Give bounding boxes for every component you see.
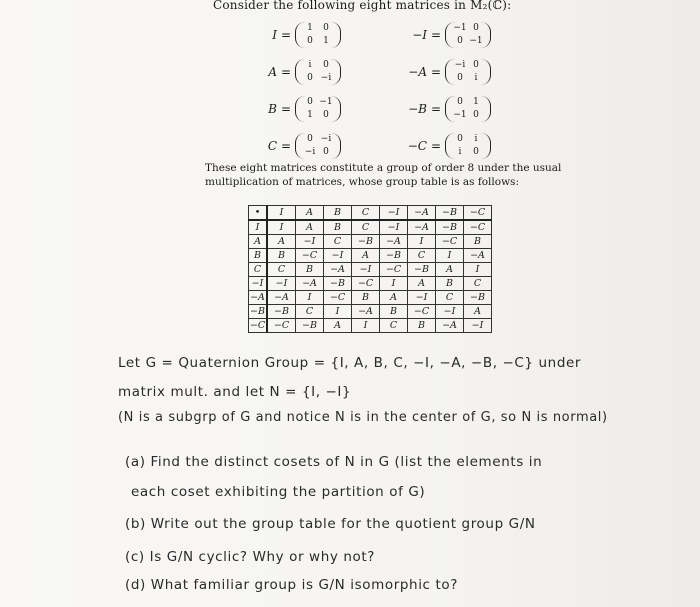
- matrix-entry: 0: [473, 59, 479, 70]
- matrix-entry: 1: [307, 109, 313, 120]
- matrix-label: C: [267, 138, 277, 153]
- group-table-cell: A: [380, 291, 408, 305]
- group-table-cell: C: [436, 291, 464, 305]
- group-table: [248, 205, 492, 333]
- group-table-cell: −I: [408, 291, 436, 305]
- matrix-row: [225, 53, 525, 90]
- equals-sign: =: [280, 101, 292, 116]
- matrix-entry: −i: [304, 146, 316, 157]
- matrix-entry: 0: [473, 22, 479, 33]
- group-table-header-cell: C: [352, 206, 380, 221]
- group-table-header-cell: −B: [249, 305, 268, 319]
- group-table-cell: C: [408, 249, 436, 263]
- group-table-cell: I: [267, 220, 296, 235]
- group-table-cell: −I: [267, 277, 296, 291]
- equals-sign: =: [430, 27, 442, 42]
- matrix-entries: [295, 59, 341, 85]
- group-table-cell: −B: [464, 291, 492, 305]
- matrix-definition: [225, 22, 375, 48]
- matrix-entry: 1: [473, 96, 479, 107]
- group-table-cell: B: [436, 277, 464, 291]
- group-table-header-cell: −C: [464, 206, 492, 221]
- group-table-cell: −B: [296, 319, 324, 333]
- group-table-cell: C: [352, 220, 380, 235]
- group-table-cell: C: [267, 263, 296, 277]
- group-table-cell: −C: [267, 319, 296, 333]
- equals-sign: =: [280, 138, 292, 153]
- group-table-header-cell: −A: [249, 291, 268, 305]
- matrix-entry: 0: [323, 146, 329, 157]
- question-a-line-2: each coset exhibiting the partition of G): [131, 484, 426, 500]
- group-table-cell: I: [380, 277, 408, 291]
- group-table-cell: B: [380, 305, 408, 319]
- group-table-cell: A: [296, 220, 324, 235]
- group-table-header-cell: −I: [249, 277, 268, 291]
- matrix-label: −I: [412, 27, 427, 42]
- group-table-cell: −A: [267, 291, 296, 305]
- group-table-row: [249, 319, 492, 333]
- matrix-definition: [375, 133, 525, 159]
- matrix-row: [225, 16, 525, 53]
- equals-sign: =: [430, 138, 442, 153]
- group-table-cell: C: [296, 305, 324, 319]
- group-table-cell: B: [267, 249, 296, 263]
- group-table-cell: A: [464, 305, 492, 319]
- group-table-cell: −I: [352, 263, 380, 277]
- group-table-header-cell: −A: [408, 206, 436, 221]
- group-table-cell: −C: [296, 249, 324, 263]
- matrix-label: I: [272, 27, 277, 42]
- matrix-row: [225, 90, 525, 127]
- group-table-cell: −B: [436, 220, 464, 235]
- group-table-cell: −C: [380, 263, 408, 277]
- handwritten-line-1: Let G = Quaternion Group = {I, A, B, C, −I, −A, −B, −C} under: [118, 355, 582, 371]
- group-table-row: [249, 235, 492, 249]
- matrix-entries: [445, 96, 491, 122]
- document-heading: Consider the following eight matrices in M₂(ℂ):: [213, 0, 512, 12]
- equals-sign: =: [280, 27, 292, 42]
- group-table-cell: C: [464, 277, 492, 291]
- group-table-header-cell: −B: [436, 206, 464, 221]
- group-table-row: [249, 305, 492, 319]
- matrix-entry: i: [474, 133, 478, 144]
- matrix-definition: [225, 59, 375, 85]
- group-table-cell: −B: [352, 235, 380, 249]
- matrix-label: −A: [408, 64, 427, 79]
- matrix-definition: [225, 133, 375, 159]
- matrix-label: −C: [407, 138, 427, 153]
- group-table-header-cell: A: [296, 206, 324, 221]
- group-table-cell: B: [324, 220, 352, 235]
- group-table-cell: −A: [324, 263, 352, 277]
- matrix-entry: −1: [453, 22, 467, 33]
- group-table-cell: C: [324, 235, 352, 249]
- group-table-cell: −C: [436, 235, 464, 249]
- question-a-line-1: (a) Find the distinct cosets of N in G (list the elements in: [125, 454, 543, 470]
- matrix-entry: 0: [323, 109, 329, 120]
- group-table-cell: −B: [380, 249, 408, 263]
- matrix-entry: 0: [323, 22, 329, 33]
- matrix-entry: −1: [453, 109, 467, 120]
- group-table-cell: I: [352, 319, 380, 333]
- group-table-cell: −I: [296, 235, 324, 249]
- group-table-cell: −A: [464, 249, 492, 263]
- matrix-entry: i: [308, 59, 312, 70]
- group-table-cell: B: [296, 263, 324, 277]
- group-table-header-row: [249, 206, 492, 221]
- group-table-cell: A: [267, 235, 296, 249]
- matrix-entry: −i: [320, 72, 332, 83]
- matrix-entry: 1: [307, 22, 313, 33]
- equals-sign: =: [430, 64, 442, 79]
- matrix-entry: 0: [307, 72, 313, 83]
- group-table-cell: A: [436, 263, 464, 277]
- group-table-cell: A: [408, 277, 436, 291]
- matrix-entry: 0: [457, 96, 463, 107]
- group-table-cell: B: [408, 319, 436, 333]
- group-table-row: [249, 263, 492, 277]
- group-table-cell: I: [436, 249, 464, 263]
- handwritten-line-2: matrix mult. and let N = {I, −I}: [118, 384, 352, 400]
- matrix-definition: [375, 96, 525, 122]
- matrix-entry: 0: [323, 59, 329, 70]
- equals-sign: =: [280, 64, 292, 79]
- matrix-entry: 0: [307, 133, 313, 144]
- matrix-entry: 0: [457, 35, 463, 46]
- group-table-cell: −A: [296, 277, 324, 291]
- group-table-cell: −C: [324, 291, 352, 305]
- group-table-header-cell: C: [249, 263, 268, 277]
- group-table-cell: I: [324, 305, 352, 319]
- matrix-entry: 0: [457, 72, 463, 83]
- group-table-header-cell: A: [249, 235, 268, 249]
- matrix-entry: i: [474, 72, 478, 83]
- group-table-cell: I: [464, 263, 492, 277]
- matrix-label: A: [268, 64, 277, 79]
- group-table-header-cell: I: [249, 220, 268, 235]
- group-table-header-cell: −I: [380, 206, 408, 221]
- group-table-header-cell: I: [267, 206, 296, 221]
- question-d: (d) What familiar group is G/N isomorphic to?: [125, 577, 458, 593]
- handwritten-line-3: (N is a subgrp of G and notice N is in the center of G, so N is normal): [118, 410, 608, 425]
- matrix-entry: −1: [319, 96, 333, 107]
- matrix-entry: −i: [454, 59, 466, 70]
- group-table-cell: I: [408, 235, 436, 249]
- group-table-cell: B: [464, 235, 492, 249]
- matrix-label: B: [268, 101, 277, 116]
- group-table-header-cell: −C: [249, 319, 266, 331]
- group-table-cell: −A: [408, 220, 436, 235]
- matrix-entry: 0: [473, 146, 479, 157]
- matrix-entry: 0: [307, 35, 313, 46]
- group-table-cell: −C: [464, 220, 492, 235]
- matrix-entry: 1: [323, 35, 329, 46]
- group-table-row: [249, 220, 492, 235]
- equals-sign: =: [430, 101, 442, 116]
- group-table-cell: I: [296, 291, 324, 305]
- group-table-row: [249, 291, 492, 305]
- matrix-definition: [225, 96, 375, 122]
- matrix-entry: 0: [473, 109, 479, 120]
- matrix-entry: i: [458, 146, 462, 157]
- matrix-entry: −i: [320, 133, 332, 144]
- group-table-cell: B: [352, 291, 380, 305]
- group-table-cell: −I: [464, 319, 492, 333]
- question-c: (c) Is G/N cyclic? Why or why not?: [125, 549, 376, 565]
- matrix-definitions: [225, 16, 525, 164]
- matrix-entries: [295, 22, 341, 48]
- group-table-cell: A: [324, 319, 352, 333]
- matrix-entries: [445, 133, 491, 159]
- group-table-cell: −B: [408, 263, 436, 277]
- group-table-header-cell: B: [324, 206, 352, 221]
- group-table-cell: −I: [380, 220, 408, 235]
- group-table-header-cell: •: [249, 206, 268, 221]
- group-table-cell: −A: [436, 319, 464, 333]
- group-table-cell: −A: [380, 235, 408, 249]
- matrix-entries: [445, 22, 491, 48]
- matrix-entry: −1: [469, 35, 483, 46]
- matrix-entries: [445, 59, 491, 85]
- group-table-cell: C: [380, 319, 408, 333]
- group-table-row: [249, 249, 492, 263]
- group-table-cell: −I: [324, 249, 352, 263]
- group-table-cell: −C: [408, 305, 436, 319]
- group-table-row: [249, 277, 492, 291]
- group-table-cell: A: [352, 249, 380, 263]
- group-table-cell: −B: [267, 305, 296, 319]
- matrix-entry: 0: [457, 133, 463, 144]
- intro-paragraph: These eight matrices constitute a group of order 8 under the usual multiplication of matrices, whose group table is as follows:: [205, 162, 562, 188]
- matrix-entries: [295, 133, 341, 159]
- group-table-cell: −A: [352, 305, 380, 319]
- matrix-row: [225, 127, 525, 164]
- group-table-cell: −C: [352, 277, 380, 291]
- matrix-entries: [295, 96, 341, 122]
- matrix-label: −B: [408, 101, 427, 116]
- group-table-header-cell: B: [249, 249, 268, 263]
- group-table-cell: −B: [324, 277, 352, 291]
- question-b: (b) Write out the group table for the quotient group G/N: [125, 516, 536, 532]
- matrix-definition: [375, 59, 525, 85]
- group-table-cell: −I: [436, 305, 464, 319]
- matrix-entry: 0: [307, 96, 313, 107]
- matrix-definition: [375, 22, 525, 48]
